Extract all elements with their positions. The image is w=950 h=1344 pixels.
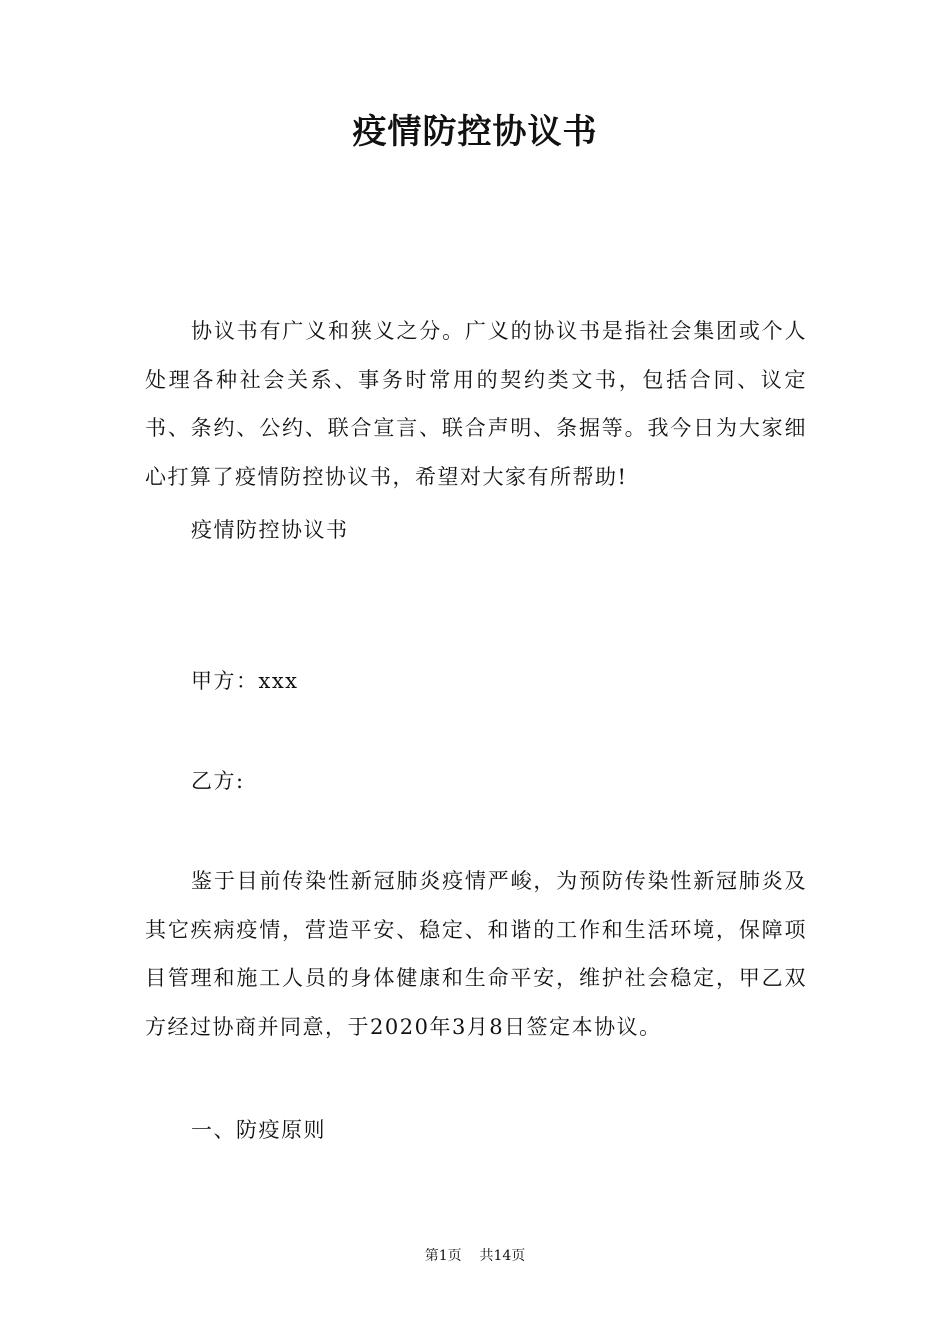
intro-paragraph: 协议书有广义和狭义之分。广义的协议书是指社会集团或个人处理各种社会关系、事务时常用的契约类文书，包括合同、议定书、条约、公约、联合宣言、联合声明、条据等。我今日为大家细心打算了疫情防控协议书，希望对大家有所帮助! bbox=[145, 319, 807, 489]
document-title: 疫情防控协议书 bbox=[352, 112, 598, 152]
party-a-line: 甲方：xxx bbox=[191, 669, 299, 693]
party-b-line: 乙方: bbox=[191, 769, 245, 793]
section-heading-1: 一、防疫原则 bbox=[191, 1118, 326, 1142]
main-paragraph: 鉴于目前传染性新冠肺炎疫情严峻，为预防传染性新冠肺炎及其它疾病疫情，营造平安、稳定、和谐的工作和生活环境，保障项目管理和施工人员的身体健康和生命平安，维护社会稳定，甲乙双方经过协商并同意，于2020年3月8日签定本协议。 bbox=[145, 869, 807, 1039]
agreement-subtitle: 疫情防控协议书 bbox=[191, 518, 349, 542]
page-footer: 第1页 共14页 bbox=[424, 1248, 526, 1264]
